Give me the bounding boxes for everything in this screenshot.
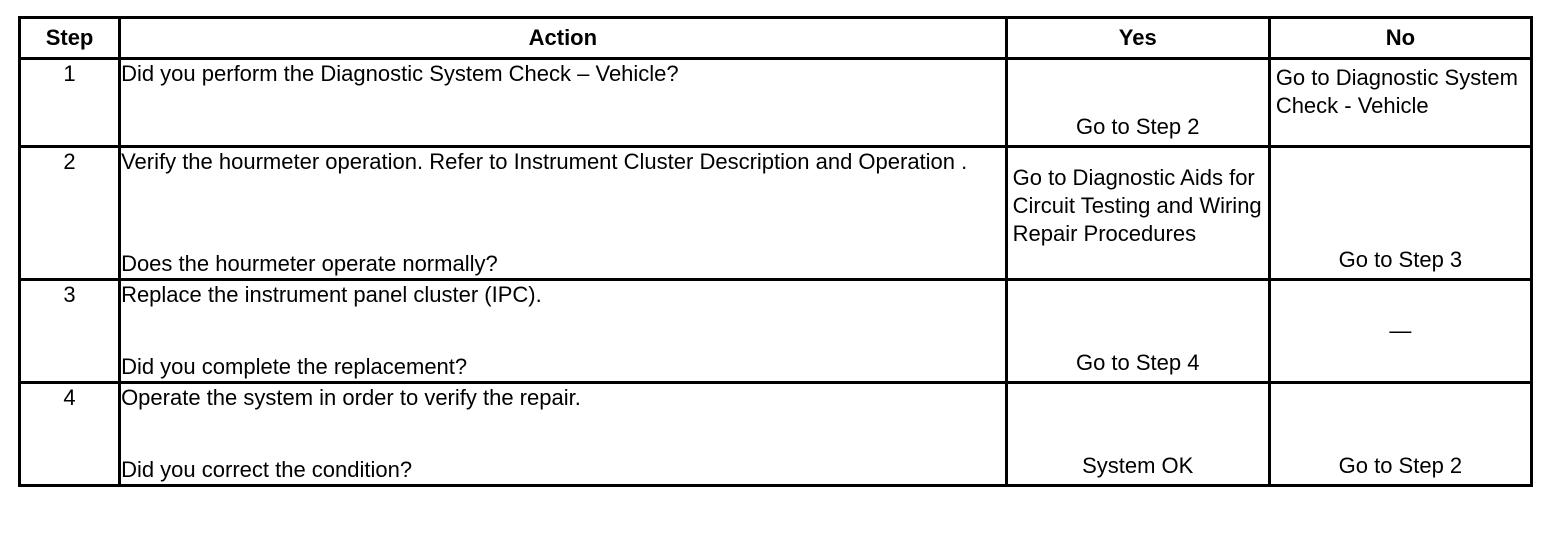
yes-result: System OK xyxy=(1082,453,1194,478)
action-cell xyxy=(120,280,1007,383)
action-instruction: Verify the hourmeter operation. Refer to Instrument Cluster Description and Operation . xyxy=(121,149,968,174)
no-result: Go to Step 2 xyxy=(1338,453,1463,478)
header-step: Step xyxy=(20,18,120,59)
yes-result: Go to Diagnostic Aids for Circuit Testing and Wiring Repair Procedures xyxy=(1012,165,1262,246)
action-cell xyxy=(120,147,1007,280)
action-instruction: Operate the system in order to verify the repair. xyxy=(121,385,581,410)
no-cell xyxy=(1269,147,1531,280)
table-row xyxy=(20,280,1532,383)
no-cell xyxy=(1269,59,1531,147)
yes-cell xyxy=(1006,383,1269,486)
header-action: Action xyxy=(120,18,1007,59)
table-row xyxy=(20,59,1532,147)
action-instruction: Did you perform the Diagnostic System Check – Vehicle? xyxy=(121,61,679,86)
no-result: Go to Diagnostic System Check - Vehicle xyxy=(1275,65,1518,118)
step-number: 2 xyxy=(20,147,120,280)
yes-cell xyxy=(1006,147,1269,280)
action-cell xyxy=(120,59,1007,147)
action-question: Did you correct the condition? xyxy=(121,457,413,482)
header-row xyxy=(20,18,1532,59)
diagnostic-table xyxy=(18,16,1533,487)
no-result: Go to Step 3 xyxy=(1338,247,1463,272)
no-cell xyxy=(1269,383,1531,486)
step-number: 3 xyxy=(20,280,120,383)
action-instruction: Replace the instrument panel cluster (IPC). xyxy=(121,282,542,307)
table-row xyxy=(20,147,1532,280)
no-cell xyxy=(1269,280,1531,383)
action-cell xyxy=(120,383,1007,486)
yes-result: Go to Step 2 xyxy=(1075,114,1200,139)
header-no: No xyxy=(1269,18,1531,59)
no-result: — xyxy=(1389,318,1412,343)
action-question: Does the hourmeter operate normally? xyxy=(121,251,498,276)
yes-cell xyxy=(1006,280,1269,383)
action-question: Did you complete the replacement? xyxy=(121,354,468,379)
yes-cell xyxy=(1006,59,1269,147)
step-number: 1 xyxy=(20,59,120,147)
yes-result: Go to Step 4 xyxy=(1075,350,1200,375)
table-row xyxy=(20,383,1532,486)
step-number: 4 xyxy=(20,383,120,486)
header-yes: Yes xyxy=(1006,18,1269,59)
